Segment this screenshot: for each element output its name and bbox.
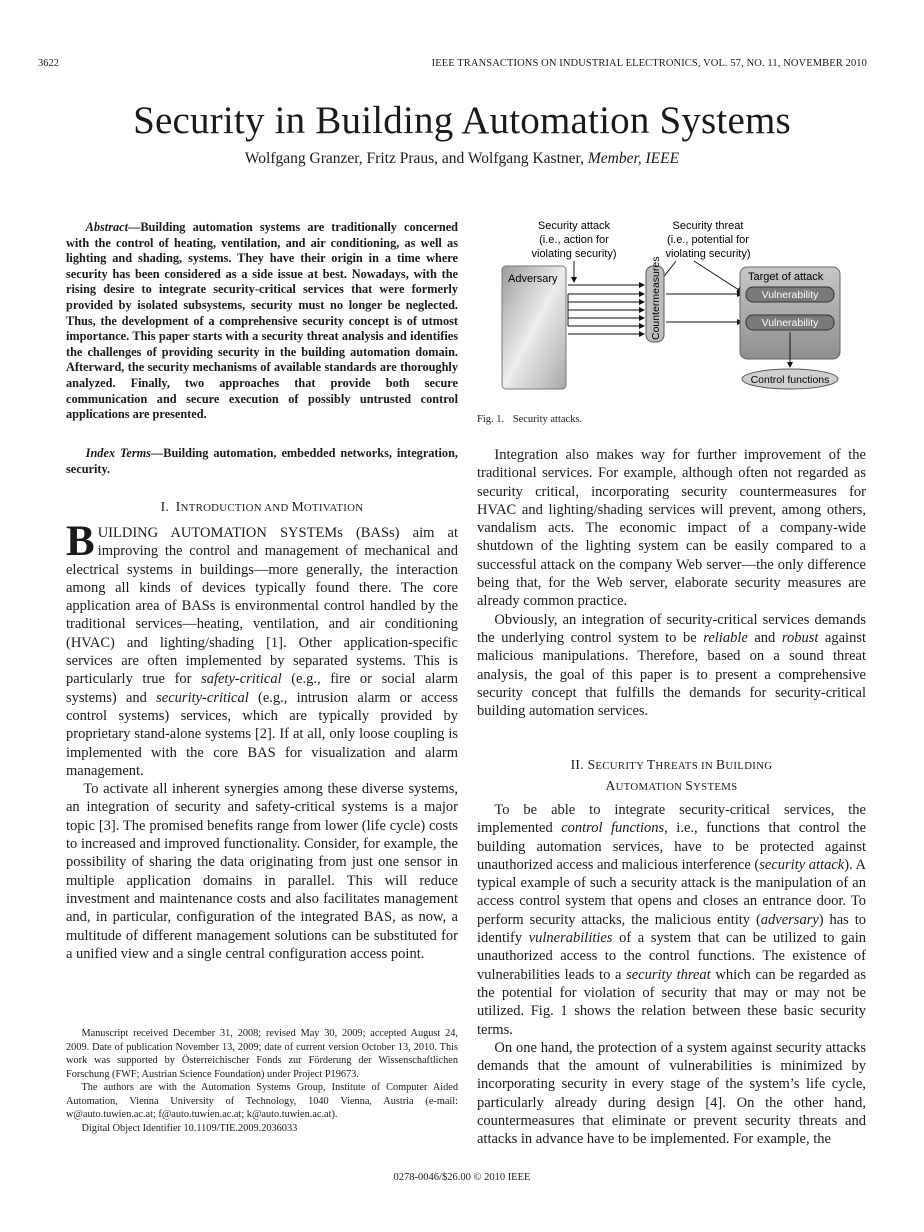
section-1-sc-2: OTIVATION — [303, 502, 364, 514]
index-terms-label: Index Terms — [85, 446, 151, 460]
label-attack-1: Security attack — [537, 220, 611, 232]
section-2-paragraph-2: On one hand, the protection of a system against security attacks demands that the amount of vulnerabilities is minimized by incorporating security in every stage of the system’s life cycle, particularly already during design [4]. On the other hand, countermeasures that eliminate or prevent security threats and attacks in advance have to be implemented. For example, the — [477, 1039, 866, 1148]
threat-pointer-arrow-2 — [694, 261, 742, 292]
label-threat-1: Security threat — [672, 220, 744, 232]
abstract-label: Abstract — [85, 220, 129, 234]
abstract — [66, 220, 458, 423]
journal-header: IEEE TRANSACTIONS ON INDUSTRIAL ELECTRONICS, VOL. 57, NO. 11, NOVEMBER 2010 — [431, 58, 867, 69]
author-membership: Member, IEEE — [587, 150, 680, 167]
section-2-heading — [477, 755, 866, 797]
section-2-line-1: II. SECURITY THREATS IN BUILDING — [570, 757, 773, 772]
label-attack-2: (i.e., action for — [539, 234, 609, 246]
section-1-sc-1: NTRODUCTION AND — [180, 502, 292, 514]
index-terms — [66, 446, 458, 477]
section-2-text — [477, 801, 866, 1149]
intro-paragraph-1: BUILDING AUTOMATION SYSTEMs (BASs) aim at improving the control and management of mechanical and electrical systems in buildings—more generally, the interaction among all kinds of devices typically found there. The core application area of BASs is environmental control handled by the traditional services—heating, ventilation, and air conditioning (HVAC) and lighting/shading [1]. Other application-specific services are often implemented by separated systems. This is particularly true for safety-critical (e.g., fire or social alarm systems) and security-critical (e.g., intrusion alarm or access control systems) services, which are typically provided by proprietary stand-alone systems [2]. If at all, only loose coupling is implemented with the core BAS for visualization and alarm management. — [66, 518, 459, 779]
index-terms-dash: — — [150, 446, 164, 460]
section-2-line-2: AUTOMATION SYSTEMS — [605, 778, 738, 793]
control-functions-label: Control functions — [750, 374, 830, 386]
vulnerability-label-2: Vulnerability — [761, 317, 819, 329]
right-paragraph-2: Obviously, an integration of security-critical services demands the underlying control system to be reliable and robust against malicious manipulations. Therefore, based on a sound threat analysis, the goal of this paper is to present a comprehensive security concept that fulfills the demands for security-critical building automation services. — [477, 611, 867, 720]
intro-paragraph-2: To activate all inherent synergies among these diverse systems, an integration of security and safety-critical systems is a major topic [3]. The promised benefits range from lower (life cycle) costs to increased and improved functionality. Consider, for example, the possibility of sharing the data originating from just one sensor in multiple application domains in parallel. This will reduce investment and maintenance costs and also facilitates management and, in particular, configuration of the integrated BAS, as now, a multitude of different management solutions can be substituted for a unified view and a single central configuration access point. — [66, 781, 458, 962]
author-list — [0, 150, 924, 168]
adversary-label: Adversary — [508, 273, 558, 285]
author-names: Wolfgang Granzer, Fritz Praus, and Wolfgang Kastner, — [244, 150, 584, 167]
footnote-affiliation: The authors are with the Automation Systems Group, Institute of Computer Aided Automation, Vienna University of Technology, 1040 Vienna, Austria (e-mail: w@auto.tuwien.ac.at; f@auto.tuwien.ac.at; k@auto.tuwien.ac.at). — [66, 1082, 458, 1120]
footnotes — [66, 1027, 458, 1135]
figure-1-caption — [477, 414, 582, 425]
index-terms-text: Building automation, embedded networks, integration, security. — [66, 446, 458, 476]
introduction-text — [66, 518, 459, 963]
paper-title: Security in Building Automation Systems — [133, 99, 791, 142]
section-1-cap-i: I — [175, 499, 181, 514]
abstract-text: Building automation systems are traditionally concerned with the control of heating, ventilation, and air conditioning, as well as lighting and shading, systems. They have their origin in a time where security has been considered as a side issue at best. Nowadays, with the rising desire to integrate security-critical services that were formerly provided by isolated subsystems, security must no longer be neglected. Thus, the development of a comprehensive security concept is of utmost importance. This paper starts with a security threat analysis and identifies the challenges of providing security in the building automation domain. Afterward, the security mechanisms of available standards are thoroughly analyzed. Finally, two approaches that provide both secure communication and secure execution of possibly untrusted control applications are presented. — [66, 220, 458, 422]
abstract-dash: — — [128, 220, 141, 234]
footnote-doi: Digital Object Identifier 10.1109/TIE.2009.2036033 — [81, 1122, 298, 1134]
label-threat-2: (i.e., potential for — [667, 234, 749, 246]
right-paragraph-1: Integration also makes way for further improvement of the traditional services. For example, although often not regarded as security critical, incorporating security countermeasures for HVAC and lighting/shading services will prevent, among others, vandalism acts. The economic impact of a company-wide shutdown of the lighting system can be easily compared to a successful attack on the company Web server—the only difference being that, for the Web server, elaborate security measures are already common practice. — [477, 447, 866, 610]
figure-1 — [490, 212, 880, 402]
footnote-manuscript: Manuscript received December 31, 2008; revised May 30, 2009; accepted August 24, 2009. Date of publication November 13, 2009; date of current version October 13, 2010. This work was supported by Österreichischer Fonds zur Förderung der Wissenschaftlichen Forschung (FWF; Austrian Science Foundation) under Project P19673. — [66, 1028, 458, 1080]
section-1-numeral: I. — [160, 499, 170, 514]
target-label: Target of attack — [748, 271, 824, 283]
security-attacks-diagram — [490, 212, 880, 402]
page-number: 3622 — [38, 58, 59, 69]
countermeasures-label: Countermeasures — [650, 256, 662, 340]
drop-cap: B — [66, 518, 95, 565]
section-2-paragraph-1: To be able to integrate security-critical services, the implemented control functions, i.e., functions that control the building automation services, have to be protected against unauthorized access and malicious interference (security attack). A typical example of such a security attack is the manipulation of an access control system that opens and closes an entrance door. To perform security attacks, the malicious entity (adversary) has to identify vulnerabilities of a system that can be utilized to gain unauthorized access to the control functions. The existence of vulnerabilities leads to a security threat which can be regarded as the potential for violation of security that may or may not be utilized. Fig. 1 shows the relation between these basic security terms. — [477, 802, 867, 1038]
section-1-heading — [66, 497, 458, 518]
label-attack-3: violating security) — [531, 248, 617, 260]
right-column-intro — [477, 446, 866, 720]
caption-text: Security attacks. — [512, 414, 583, 425]
section-1-cap-m: M — [291, 499, 304, 514]
caption-label: Fig. 1. — [477, 414, 505, 425]
label-threat-3: violating security) — [665, 248, 751, 260]
copyright-footer: 0278-0046/$26.00 © 2010 IEEE — [393, 1172, 531, 1183]
vulnerability-label-1: Vulnerability — [761, 289, 819, 301]
